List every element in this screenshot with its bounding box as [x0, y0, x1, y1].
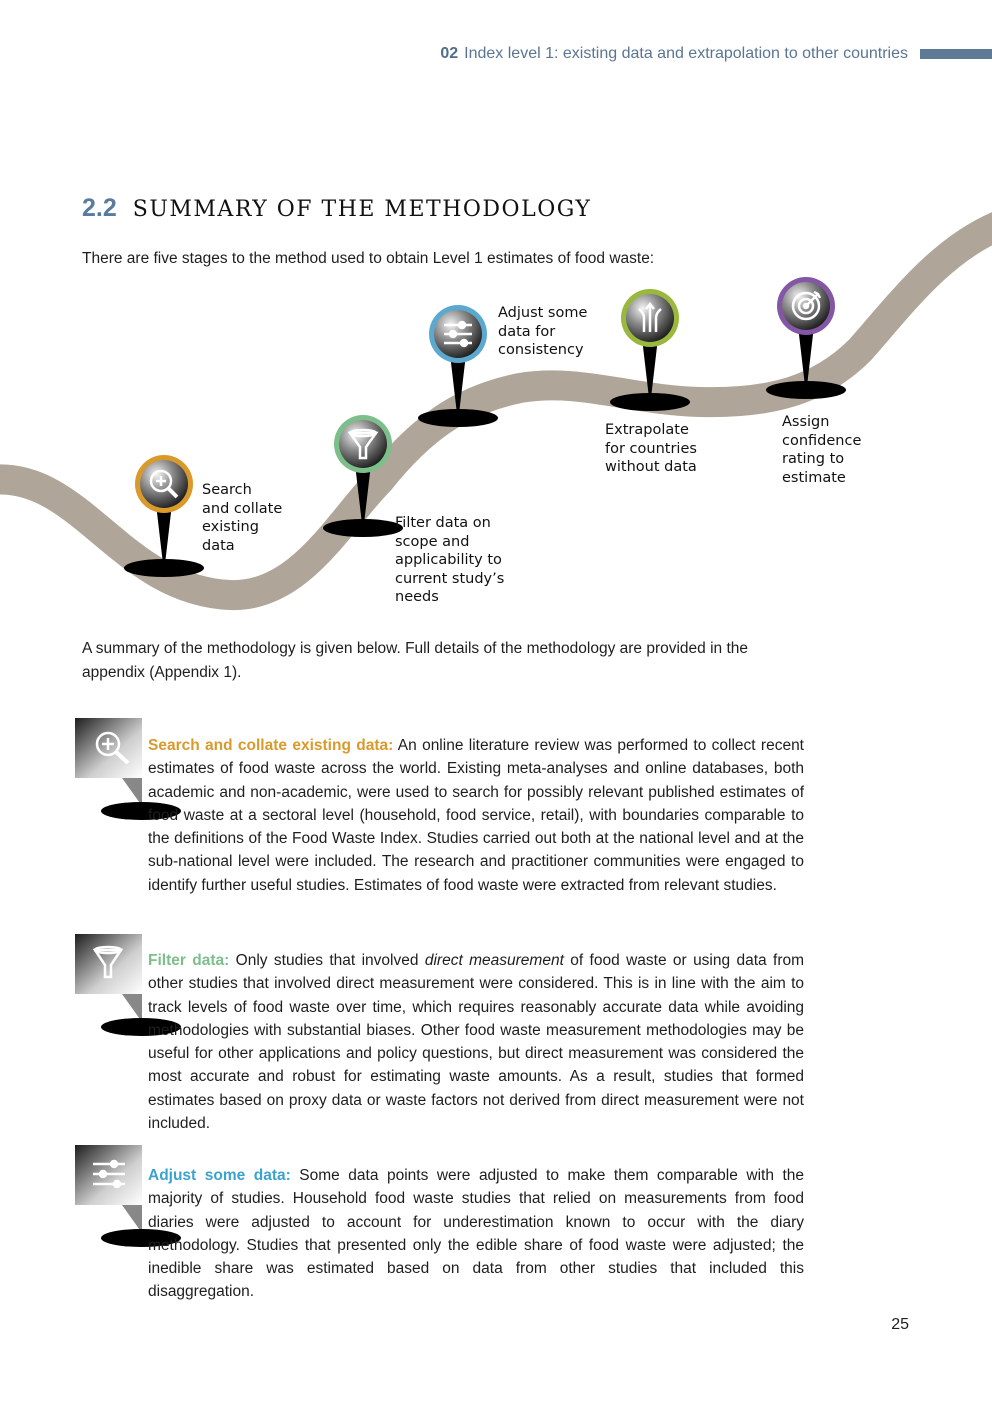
method-text-adjust: Adjust some data: Some data points were adjusted to make them comparable with the majority of studies. Household food waste studies that relied on measurements from food diaries were adjusted to account for underestimation known to occur with the diary methodology. Studies that presented only the edible share of food waste were adjusted; the inedible share was estimated based on data from other studies that included this disaggregation. — [148, 1167, 804, 1301]
section-number: 2.2 — [82, 194, 117, 222]
stage-label-confidence: Assign confidence rating to estimate — [782, 414, 862, 486]
stage-label-extrapolate: Extrapolate for countries without data — [605, 422, 697, 475]
running-header — [440, 44, 992, 64]
summary-paragraph: A summary of the methodology is given below. Full details of the methodology are provided in the appendix (Appendix 1). — [82, 640, 749, 681]
lead-adjust: Adjust some data: — [148, 1167, 291, 1184]
method-text-search: Search and collate existing data: An online literature review was performed to collect recent estimates of food waste across the world. Existing meta-analyses and online databases, both academic and non-academic, were used to search for possibly relevant published estimates of food waste at a sectoral level (household, food service, retail), with boundaries comparable to the definitions of the Food Waste Index. Studies carried out both at the national level and at the sub-national level were included. The research and practitioner communities were engaged to identify further useful studies. Estimates of food waste were extracted from relevant studies. — [148, 737, 804, 894]
section-title: SUMMARY OF THE METHODOLOGY — [132, 197, 592, 222]
header-bar — [920, 49, 992, 59]
method-text-filter: Filter data: Only studies that involved direct measurement of food waste or using data from other studies that involved direct measurement were considered. This is in line with the aim to track levels of food waste over time, which requires reasonably accurate data while avoiding methodologies with substantial biases. Other food waste measurement methodologies may be useful for other applications and policy questions, but direct measurement was considered the most accurate and robust for estimating waste amounts. As a result, studies that formed estimates based on proxy data or waste factors not derived from direct measurement were not included. — [148, 952, 805, 1133]
page-number: 25 — [891, 1316, 909, 1333]
chapter-title: Index level 1: existing data and extrapolation to other countries — [464, 45, 908, 62]
stage-label-search: Search and collate existing data — [202, 482, 283, 554]
stage-label-filter: Filter data on scope and applicability to current study’s needs — [395, 515, 505, 605]
stage-label-adjust: Adjust some data for consistency — [498, 305, 588, 358]
lead-search: Search and collate existing data: — [148, 737, 394, 754]
intro-text: There are five stages to the method used to obtain Level 1 estimates of food waste: — [82, 250, 655, 267]
lead-filter: Filter data: — [148, 952, 230, 969]
chapter-number: 02 — [440, 45, 459, 62]
sliders-icon — [444, 322, 472, 346]
